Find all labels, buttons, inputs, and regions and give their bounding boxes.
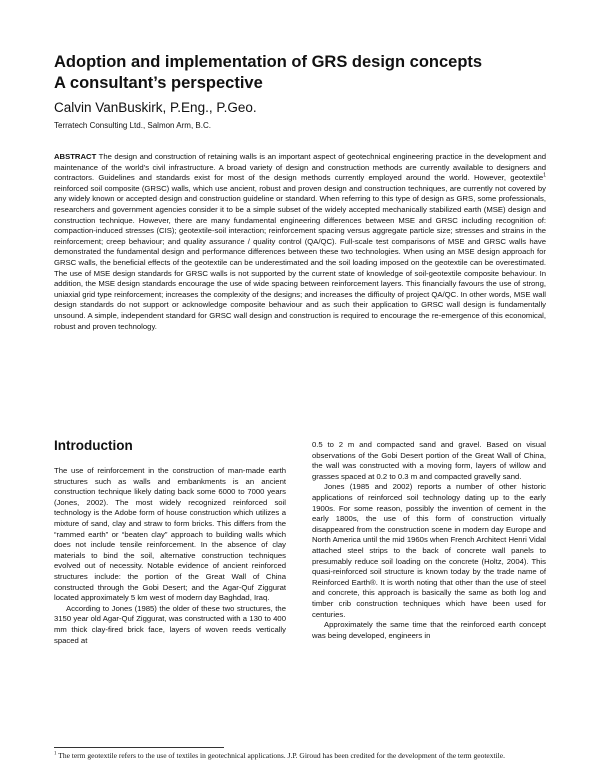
abstract-label: ABSTRACT [54, 152, 97, 161]
intro-paragraph-3: 0.5 to 2 m and compacted sand and gravel. Based on visual observations of the Gobi Desert portion of the Great Wall of China, the wall was constructed with a moving form, layers of willow and grasses spaced at 0.2 to 0.3 m and compacted gravelly sand. [312, 440, 546, 481]
title-line-2: A consultant’s perspective [54, 74, 263, 92]
title-line-1: Adoption and implementation of GRS design concepts [54, 53, 483, 71]
paper-title [54, 52, 554, 94]
section-heading-introduction: Introduction [54, 438, 133, 453]
footnote-mark: 1 [54, 751, 57, 757]
intro-paragraph-4: Jones (1985 and 2002) reports a number of other historic applications of reinforced soil technology dating up to the early 1900s. For some reason, possibly the invention of cement in the early 1800s, the use of this form of construction virtually disappeared from the construction scene in modern day Europe and North America until the mid 1960s when French Architect Henri Vidal attached steel strips to the back of concrete wall panels to presumably reduce soil loading on the concrete (Holtz, 2004). This quasi-reinforced soil structure is known today by the trade name of Reinforced Earth®. It is worth noting that other than the use of steel and concrete, this approach is basically the same as both log and timber crib construction techniques which have been used for centuries. [312, 482, 546, 619]
right-column [312, 440, 546, 641]
author-affiliation: Terratech Consulting Ltd., Salmon Arm, B.C. [54, 121, 211, 130]
intro-paragraph-1: The use of reinforcement in the construction of man-made earth structures such as walls and embankments is an ancient construction technique likely dating back some 6000 to 7000 years (Jones, 2002). The most widely recognized reinforced soil technology is the Adobe form of house construction which utilizes a mixture of sand, clay and straw to form bricks. This differs from the “rammed earth” or “beaten clay” approach to building walls which does not include tensile reinforcement. In the absence of clay materials to bind the soil, alternative construction techniques evolved out of necessity. Notable evidence of ancient reinforced structures include: the portion of the Great Wall of China constructed through the Gobi Desert; and the Agar-Quf Ziggurat located approximately 5 km west of modern day Baghdad, Iraq. [54, 466, 286, 603]
intro-paragraph-2: According to Jones (1985) the older of these two structures, the 3150 year old Agar-Quf Ziggurat, was constructed with a 130 to 400 mm thick clay-fired brick face, layers of woven reeds vertically spaced at [54, 603, 286, 645]
footnote-divider [54, 747, 224, 748]
abstract [54, 152, 546, 332]
footnote [54, 751, 534, 761]
intro-paragraph-5: Approximately the same time that the reinforced earth concept was being developed, engineers in [312, 620, 546, 640]
abstract-text-part-1: The design and construction of retaining walls is an important aspect of geotechnical engineering practice in the development and maintenance of the world’s civil infrastructure. A broad variety of design and construction methods are currently available to designers and contractors. Guidelines and standards exist for most of the design methods currently employed around the world. However, geotextile [54, 152, 546, 183]
abstract-text-part-2: reinforced soil composite (GRSC) walls, which use ancient, robust and proven design and construction techniques, are currently not covered by any widely known or accepted design and construction guideline or standard. When referring to this type of design as GRS, some professionals, researchers and government agencies consider it to be a simple subset of the widely accepted mechanically stabilized earth (MSE) design and construction technique. However, there are many fundamental engineering differences between MSE and GRSC including recognition of: compaction-induced stresses (CIS); geotextile-soil interaction; reinforcement spacing versus aggregate particle size; stresses and strains in the reinforcement; creep behaviour; and quality assurance / quality control (QA/QC). Full-scale test comparisons of MSE and GRSC walls have demonstrated the fundamental design and performance differences between these two technologies. When using an MSE design approach for GRSC walls, the beneficial effects of the geotextile can be underestimated and the soil loading imposed on the geotextile can be overestimated. The use of MSE design standards for GRSC walls is not supported by the current state of knowledge of soil-geotextile composite behaviour. In addition, the MSE design standards encourage the use of wide spacing between reinforcement layers. This financially favours the use of strong, uniaxial grid type reinforcement; increases the complexity of the designs; and increases the difficulty of project QA/QC. In other words, MSE wall design standards do not support or acknowledge composite behaviour and as such their application to GRSC wall design is fundamentally unsound. A simple, independent standard for GRSC wall design and construction is required to encourage the re-emergence of this economical, robust and proven technology. [54, 183, 546, 331]
footnote-ref: 1 [543, 172, 546, 179]
left-column [54, 466, 286, 646]
author-name: Calvin VanBuskirk, P.Eng., P.Geo. [54, 100, 257, 115]
footnote-text: The term geotextile refers to the use of textiles in geotechnical applications. J.P. Giroud has been credited for the development of the term geotextile. [56, 751, 505, 760]
